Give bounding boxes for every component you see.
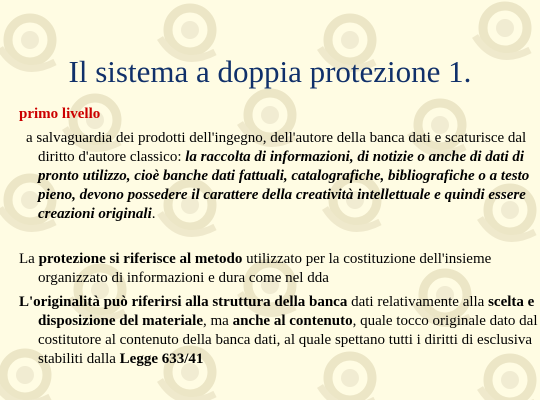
originality-bold-3: anche al contenuto bbox=[232, 313, 353, 329]
originality-text-3: , quale tocco originale dato dal costitutore al contenuto della banca dati, al quale spettano tutti i diritti di esclusiva stabiliti dalla bbox=[38, 313, 538, 367]
first-level-end: . bbox=[151, 206, 156, 222]
method-start: La bbox=[19, 251, 39, 267]
originality-text-1: dati relativamente alla bbox=[347, 294, 489, 310]
first-level-emphasis: la raccolta di informazioni, di notizie o anche di dati di pronto utilizzo, cioè banche dati fattuali, catalografiche, bibliografiche o a testo pieno, devono possedere il carattere della creatività intellettuale e quindi essere creazioni originali bbox=[38, 149, 530, 222]
originality-bold-4: Legge 633/41 bbox=[119, 351, 204, 367]
slide-title: Il sistema a doppia protezione 1. bbox=[68, 54, 472, 89]
first-level-heading: primo livello bbox=[19, 106, 101, 122]
method-rest: utilizzato per la costituzione dell'insieme organizzato di informazioni e dura come nel dda bbox=[38, 251, 492, 286]
originality-text-2: , ma bbox=[203, 313, 233, 329]
originality-paragraph bbox=[19, 293, 540, 369]
method-paragraph bbox=[19, 250, 540, 288]
first-level-intro: a salvaguardia dei prodotti dell'ingegno, dell'autore della banca dati e scaturisce dal diritto d'autore classico: bbox=[26, 130, 527, 165]
method-bold: protezione si riferisce al metodo bbox=[38, 251, 243, 267]
first-level-paragraph bbox=[26, 129, 538, 224]
originality-bold-2: scelta e disposizione del materiale bbox=[38, 294, 535, 329]
originality-bold-1: L'originalità può riferirsi alla struttura della banca bbox=[19, 294, 348, 310]
